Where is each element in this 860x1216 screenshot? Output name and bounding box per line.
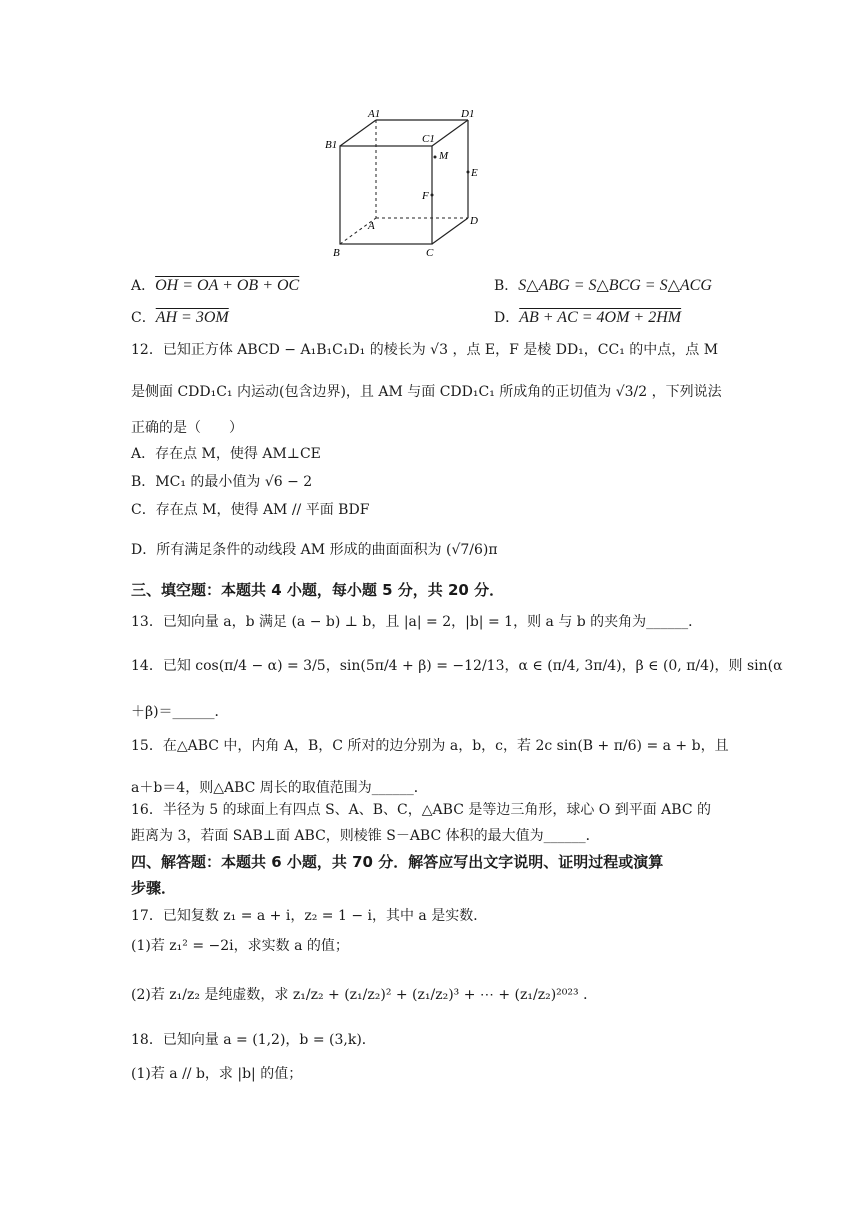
section-3-heading: 三、填空题：本题共 4 小题，每小题 5 分，共 20 分． xyxy=(131,581,505,599)
q12-option-d: D．所有满足条件的动线段 AM 形成的曲面面积为 (√7/6)π xyxy=(131,542,498,558)
q15-line2: a＋b＝4，则△ABC 周长的取值范围为______． xyxy=(131,780,428,796)
q12-option-b: B．MC₁ 的最小值为 √6 − 2 xyxy=(131,474,313,490)
label-C1: C1 xyxy=(422,133,435,145)
section-4-heading-line2: 步骤． xyxy=(131,879,177,897)
label-B: B xyxy=(333,247,340,259)
q12-option-c: C．存在点 M，使得 AM // 平面 BDF xyxy=(131,502,370,518)
label-D1: D1 xyxy=(461,108,475,120)
q11-option-b: B．S△ABG = S△BCG = S△ACG xyxy=(494,277,712,294)
q17-part1: (1)若 z₁² = −2i，求实数 a 的值； xyxy=(131,938,349,954)
label-E: E xyxy=(471,167,478,179)
q11-option-d-expr: AB + AC = 4OM + 2HM xyxy=(519,309,682,326)
q11-option-a: A．OH = OA + OB + OC xyxy=(131,277,300,294)
q11-option-d: D．AB + AC = 4OM + 2HM xyxy=(494,309,682,326)
label-B1: B1 xyxy=(325,139,338,151)
cube-figure xyxy=(318,106,498,266)
q15-line1: 15．在△ABC 中，内角 A，B，C 所对的边分别为 a，b，c，若 2c sin(B + π/6) = a + b，且 xyxy=(131,738,729,754)
q17-line1: 17．已知复数 z₁ = a + i，z₂ = 1 − i，其中 a 是实数． xyxy=(131,908,488,924)
q11-option-c-expr: AH = 3OM xyxy=(155,309,229,326)
label-A1: A1 xyxy=(368,108,381,120)
q18-line1: 18．已知向量 a = (1,2)，b = (3,k)． xyxy=(131,1032,376,1048)
label-A: A xyxy=(368,220,375,232)
q11-option-a-expr: OH = OA + OB + OC xyxy=(155,277,300,294)
label-C: C xyxy=(426,247,434,259)
q14-line2: ＋β)＝______． xyxy=(131,704,229,720)
q11-option-c: C．AH = 3OM xyxy=(131,309,229,326)
q16-line2: 距离为 3，若面 SAB⊥面 ABC，则棱锥 S－ABC 体积的最大值为______． xyxy=(131,828,600,844)
label-M: M xyxy=(439,150,449,162)
q11-option-b-expr: S△ABG = S△BCG = S△ACG xyxy=(518,277,712,294)
label-D: D xyxy=(470,215,478,227)
q17-part2: (2)若 z₁/z₂ 是纯虚数，求 z₁/z₂ + (z₁/z₂)² + (z₁/z₂)³ + ⋯ + (z₁/z₂)²⁰²³ ． xyxy=(131,987,598,1003)
q18-part1: (1)若 a // b，求 |b| 的值； xyxy=(131,1066,303,1082)
q12-line3: 正确的是（ ） xyxy=(131,420,243,436)
section-4-heading-line1: 四、解答题：本题共 6 小题，共 70 分．解答应写出文字说明、证明过程或演算 xyxy=(131,853,664,871)
label-F: F xyxy=(422,190,429,202)
q12-line1: 12．已知正方体 ABCD − A₁B₁C₁D₁ 的棱长为 √3 ，点 E，F 是棱 DD₁，CC₁ 的中点，点 M xyxy=(131,342,719,358)
q16-line1: 16．半径为 5 的球面上有四点 S、A、B、C，△ABC 是等边三角形，球心 O 到平面 ABC 的 xyxy=(131,802,712,818)
q12-option-a: A．存在点 M，使得 AM⊥CE xyxy=(131,446,321,462)
q14-line1: 14．已知 cos(π/4 − α) = 3/5，sin(5π/4 + β) = −12/13，α ∈ (π/4, 3π/4)，β ∈ (0, π/4)，则 sin(α xyxy=(131,658,783,674)
q13: 13．已知向量 a，b 满足 (a − b) ⊥ b，且 |a| = 2，|b| = 1，则 a 与 b 的夹角为______． xyxy=(131,614,703,630)
q12-line2: 是侧面 CDD₁C₁ 内运动(包含边界)，且 AM 与面 CDD₁C₁ 所成角的正切值为 √3/2 ，下列说法 xyxy=(131,384,722,400)
